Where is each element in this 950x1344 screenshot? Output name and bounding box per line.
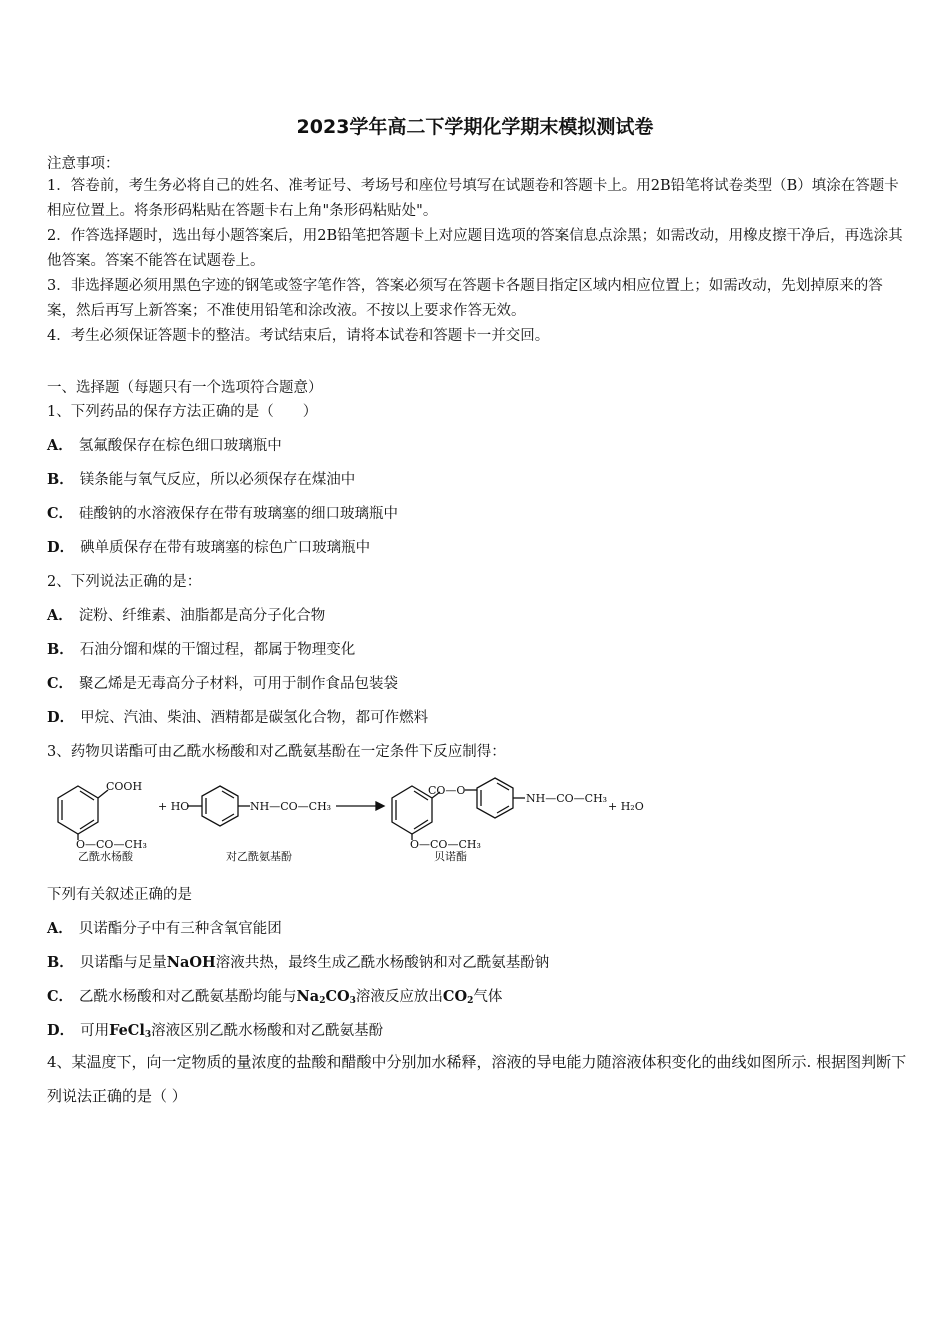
formula-cooh: COOH bbox=[106, 780, 143, 793]
formula-water: + H₂O bbox=[608, 800, 644, 813]
benzene-ring-4 bbox=[477, 778, 513, 818]
question-3-lead: 下列有关叙述正确的是 bbox=[47, 887, 192, 903]
question-2-stem: 2、下列说法正确的是： bbox=[47, 574, 202, 590]
q2-option-a: A． 淀粉、纤维素、油脂都是高分子化合物 bbox=[47, 607, 326, 624]
label-acetylsalicylic-acid: 乙酰水杨酸 bbox=[78, 850, 133, 862]
page-title: 2023学年高二下学期化学期末模拟测试卷 bbox=[296, 116, 654, 138]
q1-option-b: B． 镁条能与氧气反应，所以必须保存在煤油中 bbox=[47, 471, 356, 488]
notice-item-2: 2．作答选择题时，选出每小题答案后，用2B铅笔把答题卡上对应题目选项的答案信息点涂黑；如需改动，用橡皮擦干净后，再选涂其他答案。答案不能答在试题卷上。 bbox=[47, 228, 903, 269]
question-1-stem: 1、下列药品的保存方法正确的是（ ） bbox=[47, 404, 318, 420]
question-4-stem: 4、某温度下，向一定物质的量浓度的盐酸和醋酸中分别加水稀释，溶液的导电能力随溶液体积变化的曲线如图所示. 根据图判断下列说法正确的是（ ） bbox=[47, 1053, 907, 1105]
notice-item-4: 4．考生必须保证答题卡的整洁。考试结束后，请将本试卷和答题卡一并交回。 bbox=[47, 328, 550, 344]
formula-chain-2: NH—CO—CH₃ bbox=[526, 792, 608, 805]
q1-option-d: D． 碘单质保存在带有玻璃塞的棕色广口玻璃瓶中 bbox=[47, 539, 371, 556]
label-acetaminophen: 对乙酰氨基酚 bbox=[226, 850, 292, 862]
label-benorilate: 贝诺酯 bbox=[434, 850, 467, 862]
q2-option-c: C． 聚乙烯是无毒高分子材料，可用于制作食品包装袋 bbox=[47, 675, 399, 692]
formula-plus-ho: + HO bbox=[158, 800, 190, 813]
notice-item-1: 1．答卷前，考生务必将自己的姓名、准考证号、考场号和座位号填写在试题卷和答题卡上。用2B铅笔将试卷类型（B）填涂在答题卡相应位置上。将条形码粘贴在答题卡右上角"条形码粘贴处"。 bbox=[47, 178, 899, 219]
formula-chain-1: NH—CO—CH₃ bbox=[250, 800, 332, 813]
formula-acetoxy-2: O—CO—CH₃ bbox=[410, 838, 481, 851]
q3-option-c: C． 乙酰水杨酸和对乙酰氨基酚均能与$Na_2CO_3$溶液反应放出$CO_2$气体 bbox=[47, 988, 503, 1006]
q2-option-d: D． 甲烷、汽油、柴油、酒精都是碳氢化合物，都可作燃料 bbox=[47, 709, 429, 726]
q3-option-a: A． 贝诺酯分子中有三种含氧官能团 bbox=[47, 920, 282, 937]
q1-option-a: A． 氢氟酸保存在棕色细口玻璃瓶中 bbox=[47, 437, 282, 454]
section-heading: 一、选择题（每题只有一个选项符合题意） bbox=[47, 380, 323, 396]
q3-option-b: B． 贝诺酯与足量NaOH溶液共热，最终生成乙酰水杨酸钠和对乙酰氨基酚钠 bbox=[47, 954, 550, 971]
q2-option-b: B． 石油分馏和煤的干馏过程，都属于物理变化 bbox=[47, 641, 356, 658]
formula-ester: CO—O bbox=[428, 784, 466, 797]
reaction-scheme bbox=[40, 770, 660, 862]
q3-option-d: D． 可用FeCl$_3$溶液区别乙酰水杨酸和对乙酰氨基酚 bbox=[47, 1022, 384, 1040]
question-3-stem: 3、药物贝诺酯可由乙酰水杨酸和对乙酰氨基酚在一定条件下反应制得： bbox=[47, 744, 506, 760]
notice-item-3: 3．非选择题必须用黑色字迹的钢笔或签字笔作答，答案必须写在答题卡各题目指定区域内相应位置上；如需改动，先划掉原来的答案，然后再写上新答案；不准使用铅笔和涂改液。不按以上要求作答无效。 bbox=[47, 278, 883, 319]
formula-acetoxy-1: O—CO—CH₃ bbox=[76, 838, 147, 851]
benzene-ring-1 bbox=[58, 786, 98, 834]
benzene-ring-3 bbox=[392, 786, 432, 834]
notice-heading: 注意事项： bbox=[47, 156, 120, 172]
q1-option-c: C． 硅酸钠的水溶液保存在带有玻璃塞的细口玻璃瓶中 bbox=[47, 505, 399, 522]
benzene-ring-2 bbox=[202, 786, 238, 826]
